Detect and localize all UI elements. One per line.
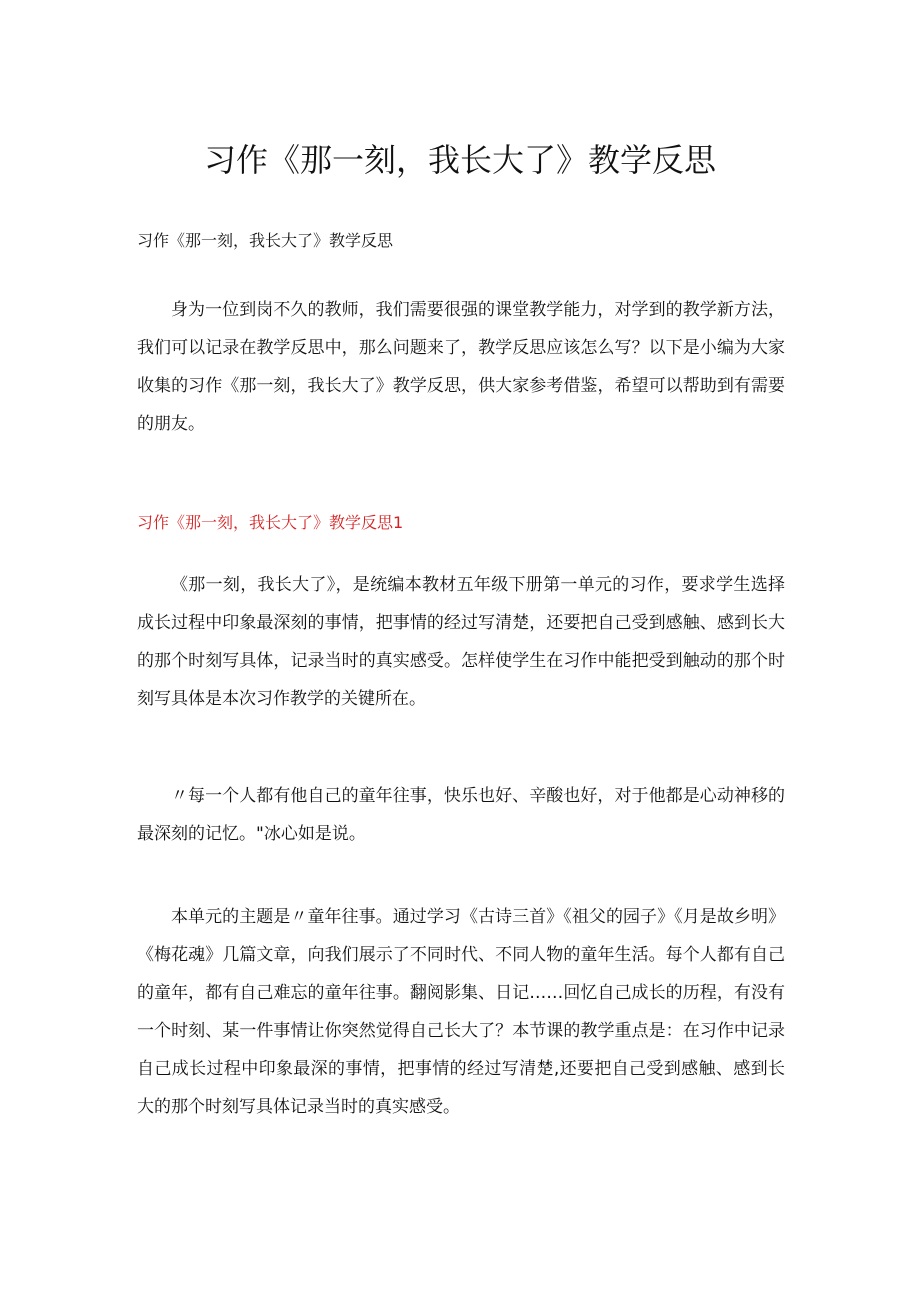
section-heading: 习作《那一刻，我长大了》教学反思1 bbox=[137, 513, 404, 532]
document-title: 习作《那一刻，我长大了》教学反思 bbox=[203, 141, 716, 179]
document-subtitle: 习作《那一刻，我长大了》教学反思 bbox=[137, 231, 394, 250]
body-paragraph-1: 《那一刻，我长大了》，是统编本教材五年级下册第一单元的习作，要求学生选择成长过程中印象最深刻的事情，把事情的经过写清楚，还要把自己受到感触、感到长大的那个时刻写具体，记录当时的真实感受。怎样使学生在习作中能把受到触动的那个时刻写具体是本次习作教学的关键所在。 bbox=[137, 575, 785, 709]
body-paragraph-2: 〃每一个人都有他自己的童年往事，快乐也好、辛酸也好，对于他都是心动神移的最深刻的记忆。"冰心如是说。 bbox=[137, 786, 785, 844]
body-paragraph-3: 本单元的主题是〃童年往事。通过学习《古诗三首》《祖父的园子》《月是故乡明》《梅花魂》几篇文章，向我们展示了不同时代、不同人物的童年生活。每个人都有自己的童年，都有自己难忘的童年往事。翻阅影集、日记……回忆自己成长的历程，有没有一个时刻、某一件事情让你突然觉得自己长大了？本节课的教学重点是：在习作中记录自己成长过程中印象最深的事情，把事情的经过写清楚,还要把自己受到感触、感到长大的那个时刻写具体记录当时的真实感受。 bbox=[137, 907, 785, 1117]
intro-paragraph: 身为一位到岗不久的教师，我们需要很强的课堂教学能力，对学到的教学新方法，我们可以记录在教学反思中，那么问题来了，教学反思应该怎么写？以下是小编为大家收集的习作《那一刻，我长大了》教学反思，供大家参考借鉴，希望可以帮助到有需要的朋友。 bbox=[137, 300, 785, 434]
